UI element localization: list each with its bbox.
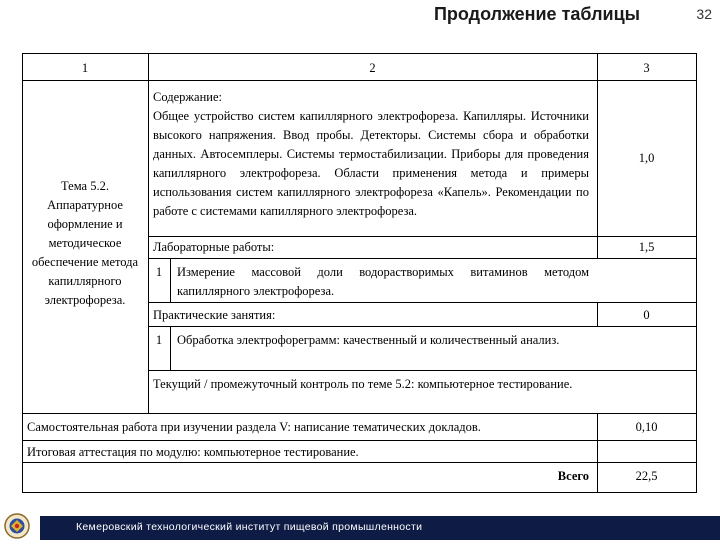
header-row-divider (22, 80, 697, 81)
table-border-left (22, 53, 23, 493)
content-row-divider (148, 236, 697, 237)
self-work-text: Самостоятельная работа при изучении раздела V: написание тематических докладов. (27, 420, 481, 434)
page-title: Продолжение таблицы (433, 4, 640, 24)
header-col-3: 3 (643, 61, 650, 75)
col1-divider (148, 53, 149, 414)
total-label: Всего (557, 469, 589, 483)
practice-item-number: 1 (155, 333, 163, 347)
table-border-top (22, 53, 697, 54)
control-text: Текущий / промежуточный контроль по теме 5.2: компьютерное тестирование. (153, 377, 573, 391)
footer-institution: Кемеровский технологический институт пищевой промышленности (76, 521, 423, 533)
final-attestation-text: Итоговая аттестация по модулю: компьютерное тестирование. (27, 445, 359, 459)
header-col-2: 2 (369, 61, 376, 75)
control-row-divider (22, 413, 697, 414)
practice-item-divider (148, 370, 697, 371)
lab-label: Лабораторные работы: (153, 240, 275, 254)
lab-item-divider (148, 302, 697, 303)
header-col-1: 1 (81, 61, 89, 75)
page-number: 32 (696, 6, 712, 22)
self-work-hours: 0,10 (635, 420, 658, 434)
practice-row-divider (148, 326, 697, 327)
selfwork-row-divider (22, 440, 697, 441)
practice-item-text: Обработка электрофореграмм: качественный и количественный анализ. (177, 333, 560, 347)
table-border-right (696, 53, 697, 493)
lab-item-number: 1 (155, 265, 163, 279)
lab-hours: 1,5 (638, 240, 655, 254)
table-border-bottom (22, 492, 697, 493)
content-hours: 1,0 (638, 151, 655, 165)
final-row-divider (22, 462, 697, 463)
lab-row-divider (148, 258, 697, 259)
content-text: Общее устройство систем капиллярного электрофореза. Капилляры. Источники высокого напряжения. Ввод пробы. Детекторы. Системы сбора и обработки данных. Автосемплеры. Системы термостабилизации. Приборы для проведения капиллярного электрофореза. Области применения метода и примеры использования систем капиллярного электрофореза «Капель». Рекомендации по работе с системами капиллярного электрофореза. (153, 109, 589, 218)
practice-label: Практические занятия: (153, 308, 276, 322)
lab-item-text: Измерение массовой доли водорастворимых витаминов методом капиллярного электрофореза. (177, 265, 589, 298)
practice-num-divider (170, 326, 171, 371)
institute-logo-icon (2, 512, 32, 540)
topic-cell: Тема 5.2. Аппаратурное оформление и методическое обеспечение метода капиллярного электрофореза. (31, 179, 139, 307)
lab-num-divider (170, 258, 171, 303)
total-hours: 22,5 (635, 469, 658, 483)
practice-hours: 0 (643, 308, 650, 322)
content-label: Содержание: (153, 90, 222, 104)
